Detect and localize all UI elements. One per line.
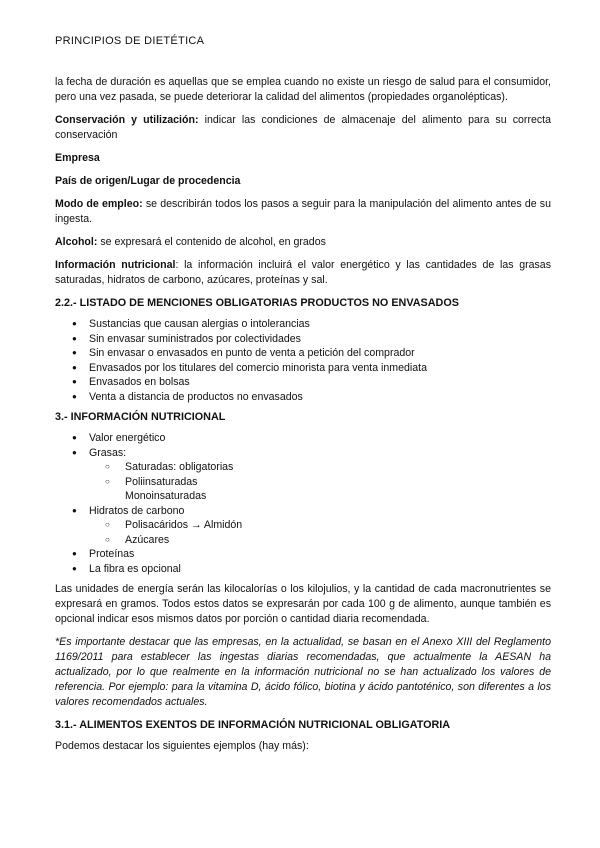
pais-heading: País de origen/Lugar de procedencia bbox=[55, 175, 241, 187]
list-item: ● Envasados por los titulares del comercio minorista para venta inmediata bbox=[55, 361, 551, 376]
section-3-1-title: 3.1.- ALIMENTOS EXENTOS DE INFORMACIÓN NUTRICIONAL OBLIGATORIA bbox=[55, 719, 451, 731]
section-2-2-list bbox=[55, 317, 551, 404]
hidratos-sublist bbox=[89, 518, 551, 547]
list-item: ● Valor energético bbox=[55, 431, 551, 446]
page-header: PRINCIPIOS DE DIETÉTICA bbox=[55, 35, 205, 47]
conservacion-label: Conservación y utilización: bbox=[55, 114, 199, 126]
nutricional-paragraph bbox=[55, 258, 551, 288]
list-item: ● Envasados en bolsas bbox=[55, 375, 551, 390]
list-item: ● Proteínas bbox=[55, 547, 551, 562]
sub-list-item: ○ Polisacáridos → Almidón bbox=[89, 518, 551, 533]
list-item: ● Venta a distancia de productos no envasados bbox=[55, 390, 551, 405]
grasas-sublist bbox=[89, 460, 551, 504]
sub-list-item: Monoinsaturadas bbox=[125, 490, 207, 502]
empresa-heading: Empresa bbox=[55, 152, 100, 164]
alcohol-label: Alcohol: bbox=[55, 236, 98, 248]
alcohol-paragraph bbox=[55, 235, 551, 250]
nutricional-text: : la información incluirá el valor energético y las cantidades de las grasas saturadas, hidratos de carbono, azúcares, proteínas y sal. bbox=[55, 259, 551, 286]
modo-paragraph bbox=[55, 197, 551, 227]
document-page bbox=[55, 34, 551, 762]
section-3-list bbox=[55, 431, 551, 576]
alcohol-text: se expresará el contenido de alcohol, en grados bbox=[97, 236, 326, 248]
sub-list-item: ○ Saturadas: obligatorias bbox=[89, 460, 551, 475]
hidratos-label: Hidratos de carbono bbox=[89, 504, 185, 517]
list-item-hidratos bbox=[55, 504, 551, 548]
sub-list-item: ○ Poliinsaturadas bbox=[89, 475, 551, 490]
note-paragraph: *Es importante destacar que las empresas, en la actualidad, se basan en el Anexo XIII del Reglamento 1169/2011 para establecer las ingestas diarias recomendadas, que actualmente la AESAN ha actualizado, por lo que realmente en la información nutricional no se han actualizado los valores de referencia. Por ejemplo: para la vitamina D, ácido fólico, biotina y ácido pantoténico, son diferentes a los valores recomendados actuales. bbox=[55, 636, 551, 708]
section-3-1-text: Podemos destacar los siguientes ejemplos (hay más): bbox=[55, 740, 309, 752]
list-item: ● La fibra es opcional bbox=[55, 562, 551, 577]
list-item: ● Sustancias que causan alergias o intolerancias bbox=[55, 317, 551, 332]
sub-list-item: ○ Azúcares bbox=[89, 533, 551, 548]
intro-paragraph: la fecha de duración es aquellas que se emplea cuando no existe un riesgo de salud para el consumidor, pero una vez pasada, se puede deteriorar la calidad del alimentos (propiedades organolépticas). bbox=[55, 76, 551, 103]
modo-text: se describirán todos los pasos a seguir para la manipulación del alimento antes de su ingesta. bbox=[55, 198, 551, 225]
nutricional-label: Información nutricional bbox=[55, 259, 176, 271]
list-item: ● Sin envasar suministrados por colectividades bbox=[55, 332, 551, 347]
grasas-label: Grasas: bbox=[89, 446, 127, 459]
section-3-title: 3.- INFORMACIÓN NUTRICIONAL bbox=[55, 411, 226, 423]
modo-label: Modo de empleo: bbox=[55, 198, 143, 210]
section-2-2-title: 2.2.- LISTADO DE MENCIONES OBLIGATORIAS PRODUCTOS NO ENVASADOS bbox=[55, 297, 459, 309]
list-item-grasas bbox=[55, 446, 551, 504]
units-paragraph: Las unidades de energía serán las kilocalorías o los kilojulios, y la cantidad de cada macronutrientes se expresará en gramos. Todos estos datos se expresarán por cada 100 g de alimento, aunque también es opcional indicar esos mismos datos por porción o cantidad diaria recomendada. bbox=[55, 583, 551, 625]
conservacion-paragraph bbox=[55, 113, 551, 143]
conservacion-text: indicar las condiciones de almacenaje del alimento para su correcta conservación bbox=[55, 114, 551, 141]
list-item: ● Sin envasar o envasados en punto de venta a petición del comprador bbox=[55, 346, 551, 361]
